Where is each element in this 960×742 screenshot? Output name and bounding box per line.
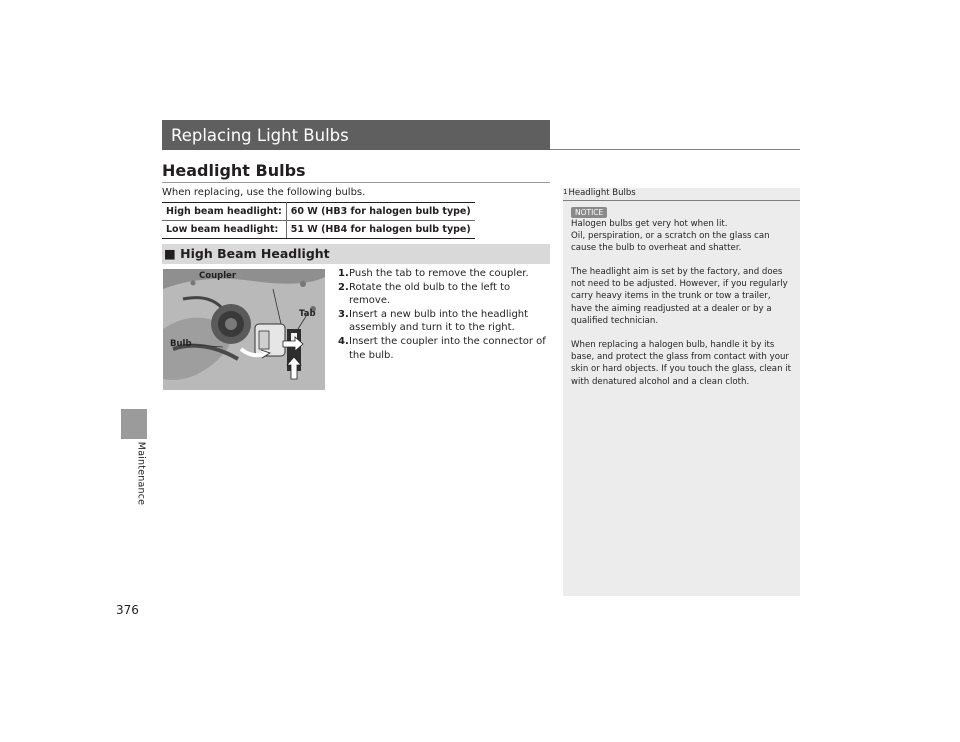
coupler-callout: Coupler [199,271,237,281]
engine-bay-illustration [163,269,325,390]
intro-text: When replacing, use the following bulbs. [162,187,366,198]
table-row [162,203,475,221]
sidenote-paragraph: Halogen bulbs get very hot when lit. Oil, perspiration, or a scratch on the glass can cause the bulb to overheat and shatter. [571,219,770,254]
step-text: Insert the coupler into the connector of the bulb. [349,335,546,361]
section-banner: Replacing Light Bulbs [162,120,550,150]
tab-callout: Tab [299,309,316,319]
spec-value: 60 W (HB3 for halogen bulb type) [286,203,474,221]
step-number: 3. [338,308,349,320]
headlight-photo [163,269,325,390]
subsection-title: High Beam Headlight [180,246,330,261]
list-item [338,308,550,335]
step-text: Rotate the old bulb to the left to remove. [349,281,511,307]
notice-badge: NOTICE [571,207,607,218]
step-number: 2. [338,281,349,293]
list-item [338,281,550,308]
page-number: 376 [116,603,139,617]
sidenote-paragraph: The headlight aim is set by the factory, and does not need to be adjusted. However, if you regularly carry heavy items in the trunk or tow a trailer, have the aiming readjusted at a dealer or by a qualified technician. [571,267,788,326]
sidenote-rule [563,200,800,201]
step-text: Push the tab to remove the coupler. [349,268,529,279]
table-row [162,221,475,239]
spec-value: 51 W (HB4 for halogen bulb type) [286,221,474,239]
chapter-tab [121,409,147,439]
step-number: 1. [338,268,349,279]
sidenote-paragraph: When replacing a halogen bulb, handle it by its base, and protect the glass from contact with your skin or hard objects. If you touch the glass, clean it with denatured alcohol and a clean cloth. [571,340,792,387]
subsection-heading [162,244,550,264]
step-number: 4. [338,335,349,347]
reference-icon: 1 [563,188,568,196]
bulb-callout: Bulb [170,339,192,349]
procedure-steps [338,267,550,362]
step-text: Insert a new bulb into the headlight assembly and turn it to the right. [349,308,529,334]
spec-label: Low beam headlight: [162,221,286,239]
list-item [338,267,550,281]
chapter-label: Maintenance [135,441,147,506]
spec-label: High beam headlight: [162,203,286,221]
title-rule [162,182,550,183]
square-bullet-icon: ■ [164,246,176,261]
sidenote-title: Headlight Bulbs [568,188,636,198]
banner-rule [550,149,800,150]
list-item [338,335,550,362]
bulb-spec-table [162,202,475,239]
page-title: Headlight Bulbs [162,161,306,180]
sidenote-heading [563,188,636,198]
